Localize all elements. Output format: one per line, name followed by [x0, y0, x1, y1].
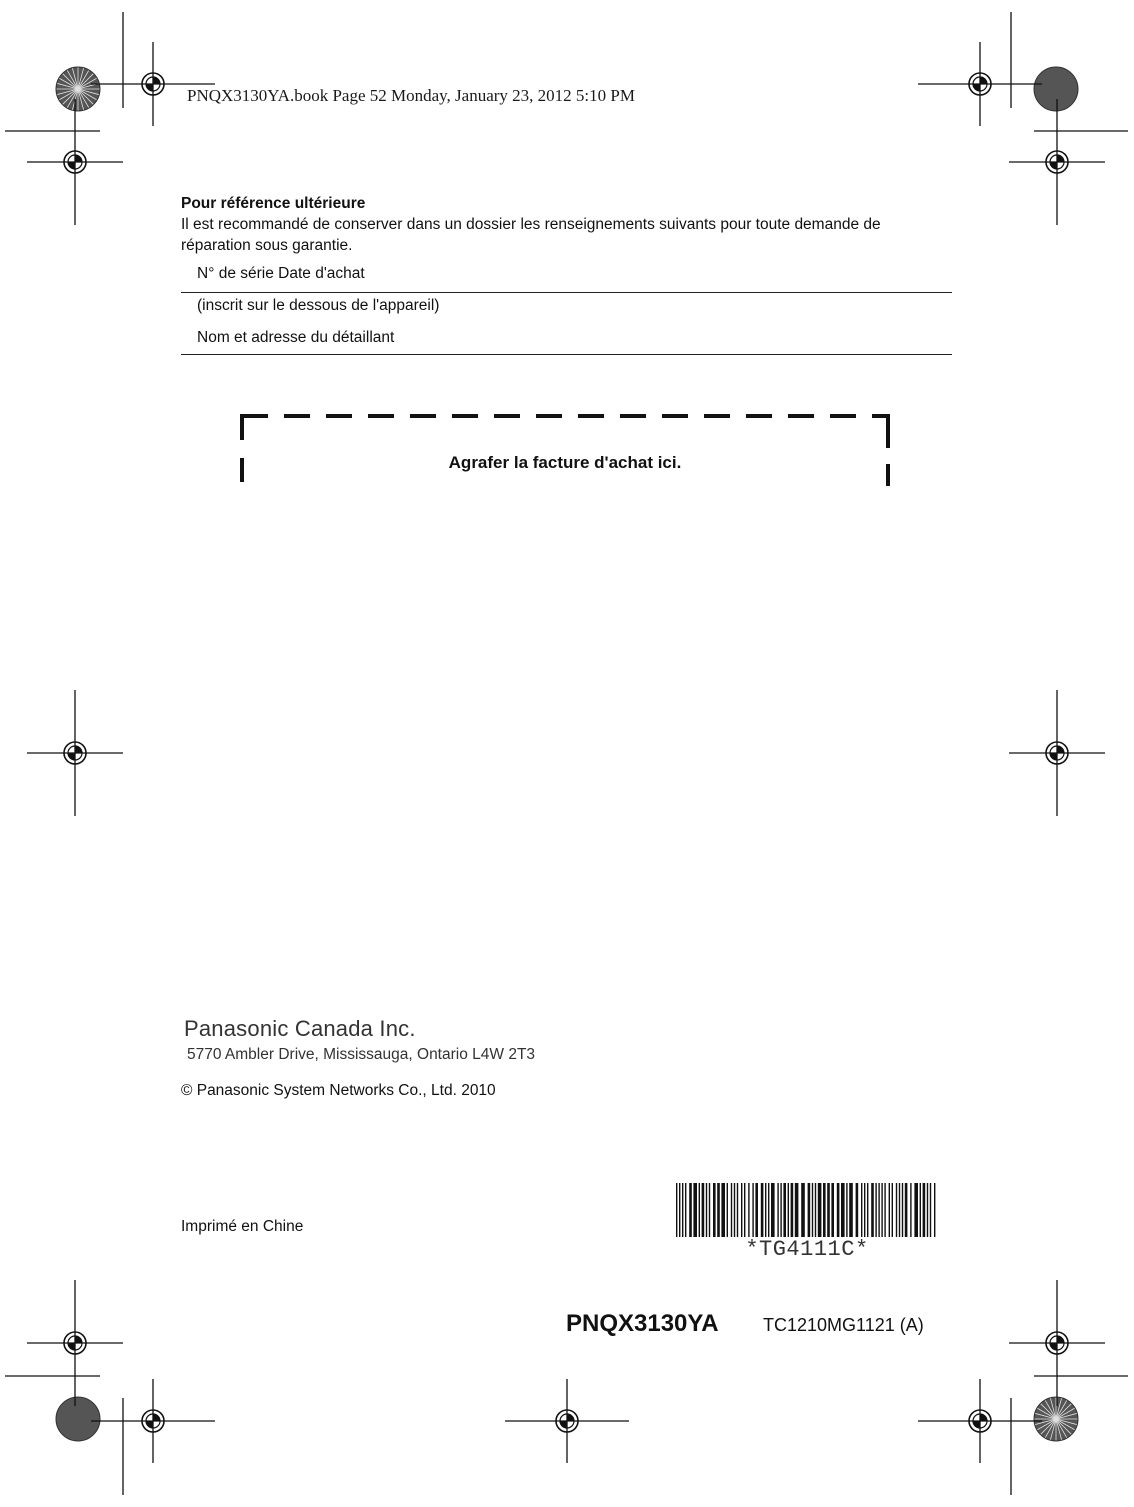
model-number: PNQX3130YA	[566, 1310, 719, 1337]
registration-mark-icon	[918, 42, 1042, 126]
book-header-line: PNQX3130YA.book Page 52 Monday, January 23, 2012 5:10 PM	[187, 86, 635, 105]
barcode-icon	[676, 1183, 935, 1237]
form-rule	[181, 354, 952, 355]
registration-mark-icon	[27, 99, 123, 225]
copyright-line: © Panasonic System Networks Co., Ltd. 2010	[181, 1082, 496, 1099]
registration-mark-icon	[27, 1280, 123, 1406]
color-bar-icon	[1034, 67, 1078, 111]
section-title: Pour référence ultérieure	[181, 195, 366, 212]
form-row-serial-date: N° de série Date d'achat	[197, 265, 365, 282]
printed-in-label: Imprimé en Chine	[181, 1218, 304, 1235]
form-row-serial-location: (inscrit sur le dessous de l'appareil)	[197, 297, 440, 314]
registration-mark-icon	[91, 42, 215, 126]
registration-mark-icon	[1009, 690, 1105, 816]
form-rule	[181, 292, 952, 293]
company-name: Panasonic Canada Inc.	[184, 1016, 416, 1041]
registration-mark-icon	[1009, 99, 1105, 225]
color-bar-icon	[56, 1397, 100, 1441]
barcode-caption: *TG4111C*	[745, 1237, 869, 1262]
registration-mark-icon	[91, 1379, 215, 1463]
document-code: TC1210MG1121 (A)	[763, 1315, 924, 1335]
registration-mark-icon	[505, 1379, 629, 1463]
color-bar-icon	[1034, 1397, 1078, 1441]
registration-mark-icon	[1009, 1280, 1105, 1406]
registration-mark-icon	[27, 690, 123, 816]
form-row-dealer: Nom et adresse du détaillant	[197, 329, 395, 346]
color-bar-icon	[56, 67, 100, 111]
intro-paragraph: Il est recommandé de conserver dans un dossier les renseignements suivants pour toute demande de réparation sous garantie.	[181, 216, 881, 254]
staple-box-label: Agrafer la facture d'achat ici.	[448, 453, 682, 472]
registration-mark-icon	[918, 1379, 1042, 1463]
company-address: 5770 Ambler Drive, Mississauga, Ontario L4W 2T3	[187, 1046, 536, 1063]
